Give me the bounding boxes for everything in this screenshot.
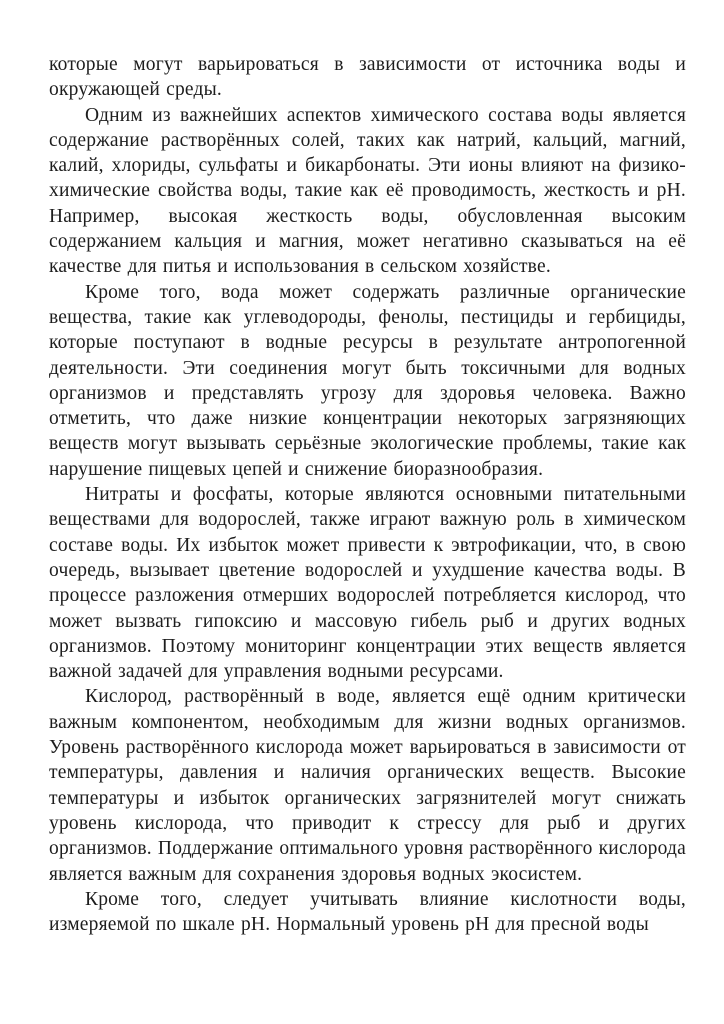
paragraph-continuation: которые могут варьироваться в зависимости от источника воды и окружающей среды. [49,54,686,101]
paragraph-organic-substances: Кроме того, вода может содержать различные органические вещества, такие как углеводороды, фенолы, пестициды и гербициды, которые поступают в водные ресурсы в результате антропогенной деятельности. Эти соединения могут быть токсичными для водных организмов и представлять угрозу для здоровья человека. Важно отметить, что даже низкие концентрации некоторых загрязняющих веществ могут вызывать серьёзные экологические проблемы, такие как нарушение пищевых цепей и снижение биоразнообразия. [49,281,686,480]
paragraph-nitrates-phosphates: Нитраты и фосфаты, которые являются основными питательными веществами для водорослей, также играют важную роль в химическом составе воды. Их избыток может привести к эвтрофикации, что, в свою очередь, вызывает цветение водорослей и ухудшение качества воды. В процессе разложения отмерших водорослей потребляется кислород, что может вызвать гипоксию и массовую гибель рыб и других водных организмов. Поэтому мониторинг концентрации этих веществ является важной задачей для управления водными ресурсами. [49,484,686,683]
paragraph-dissolved-oxygen: Кислород, растворённый в воде, является ещё одним критически важным компонентом, необходимым для жизни водных организмов. Уровень растворённого кислорода может варьироваться в зависимости от температуры, давления и наличия органических веществ. Высокие температуры и избыток органических загрязнителей могут снижать уровень кислорода, что приводит к стрессу для рыб и других организмов. Поддержание оптимального уровня растворённого кислорода является важным для сохранения здоровья водных экосистем. [49,686,686,885]
paragraph-dissolved-salts: Одним из важнейших аспектов химического состава воды является содержание растворённых солей, таких как натрий, кальций, магний, калий, хлориды, сульфаты и бикарбонаты. Эти ионы влияют на физико-химические свойства воды, такие как её проводимость, жесткость и pH. Например, высокая жесткость воды, обусловленная высоким содержанием кальция и магния, может негативно сказываться на её качестве для питья и использования в сельском хозяйстве. [49,104,686,278]
paragraph-acidity-ph: Кроме того, следует учитывать влияние кислотности воды, измеряемой по шкале pH. Нормальный уровень pH для пресной воды [49,888,686,936]
